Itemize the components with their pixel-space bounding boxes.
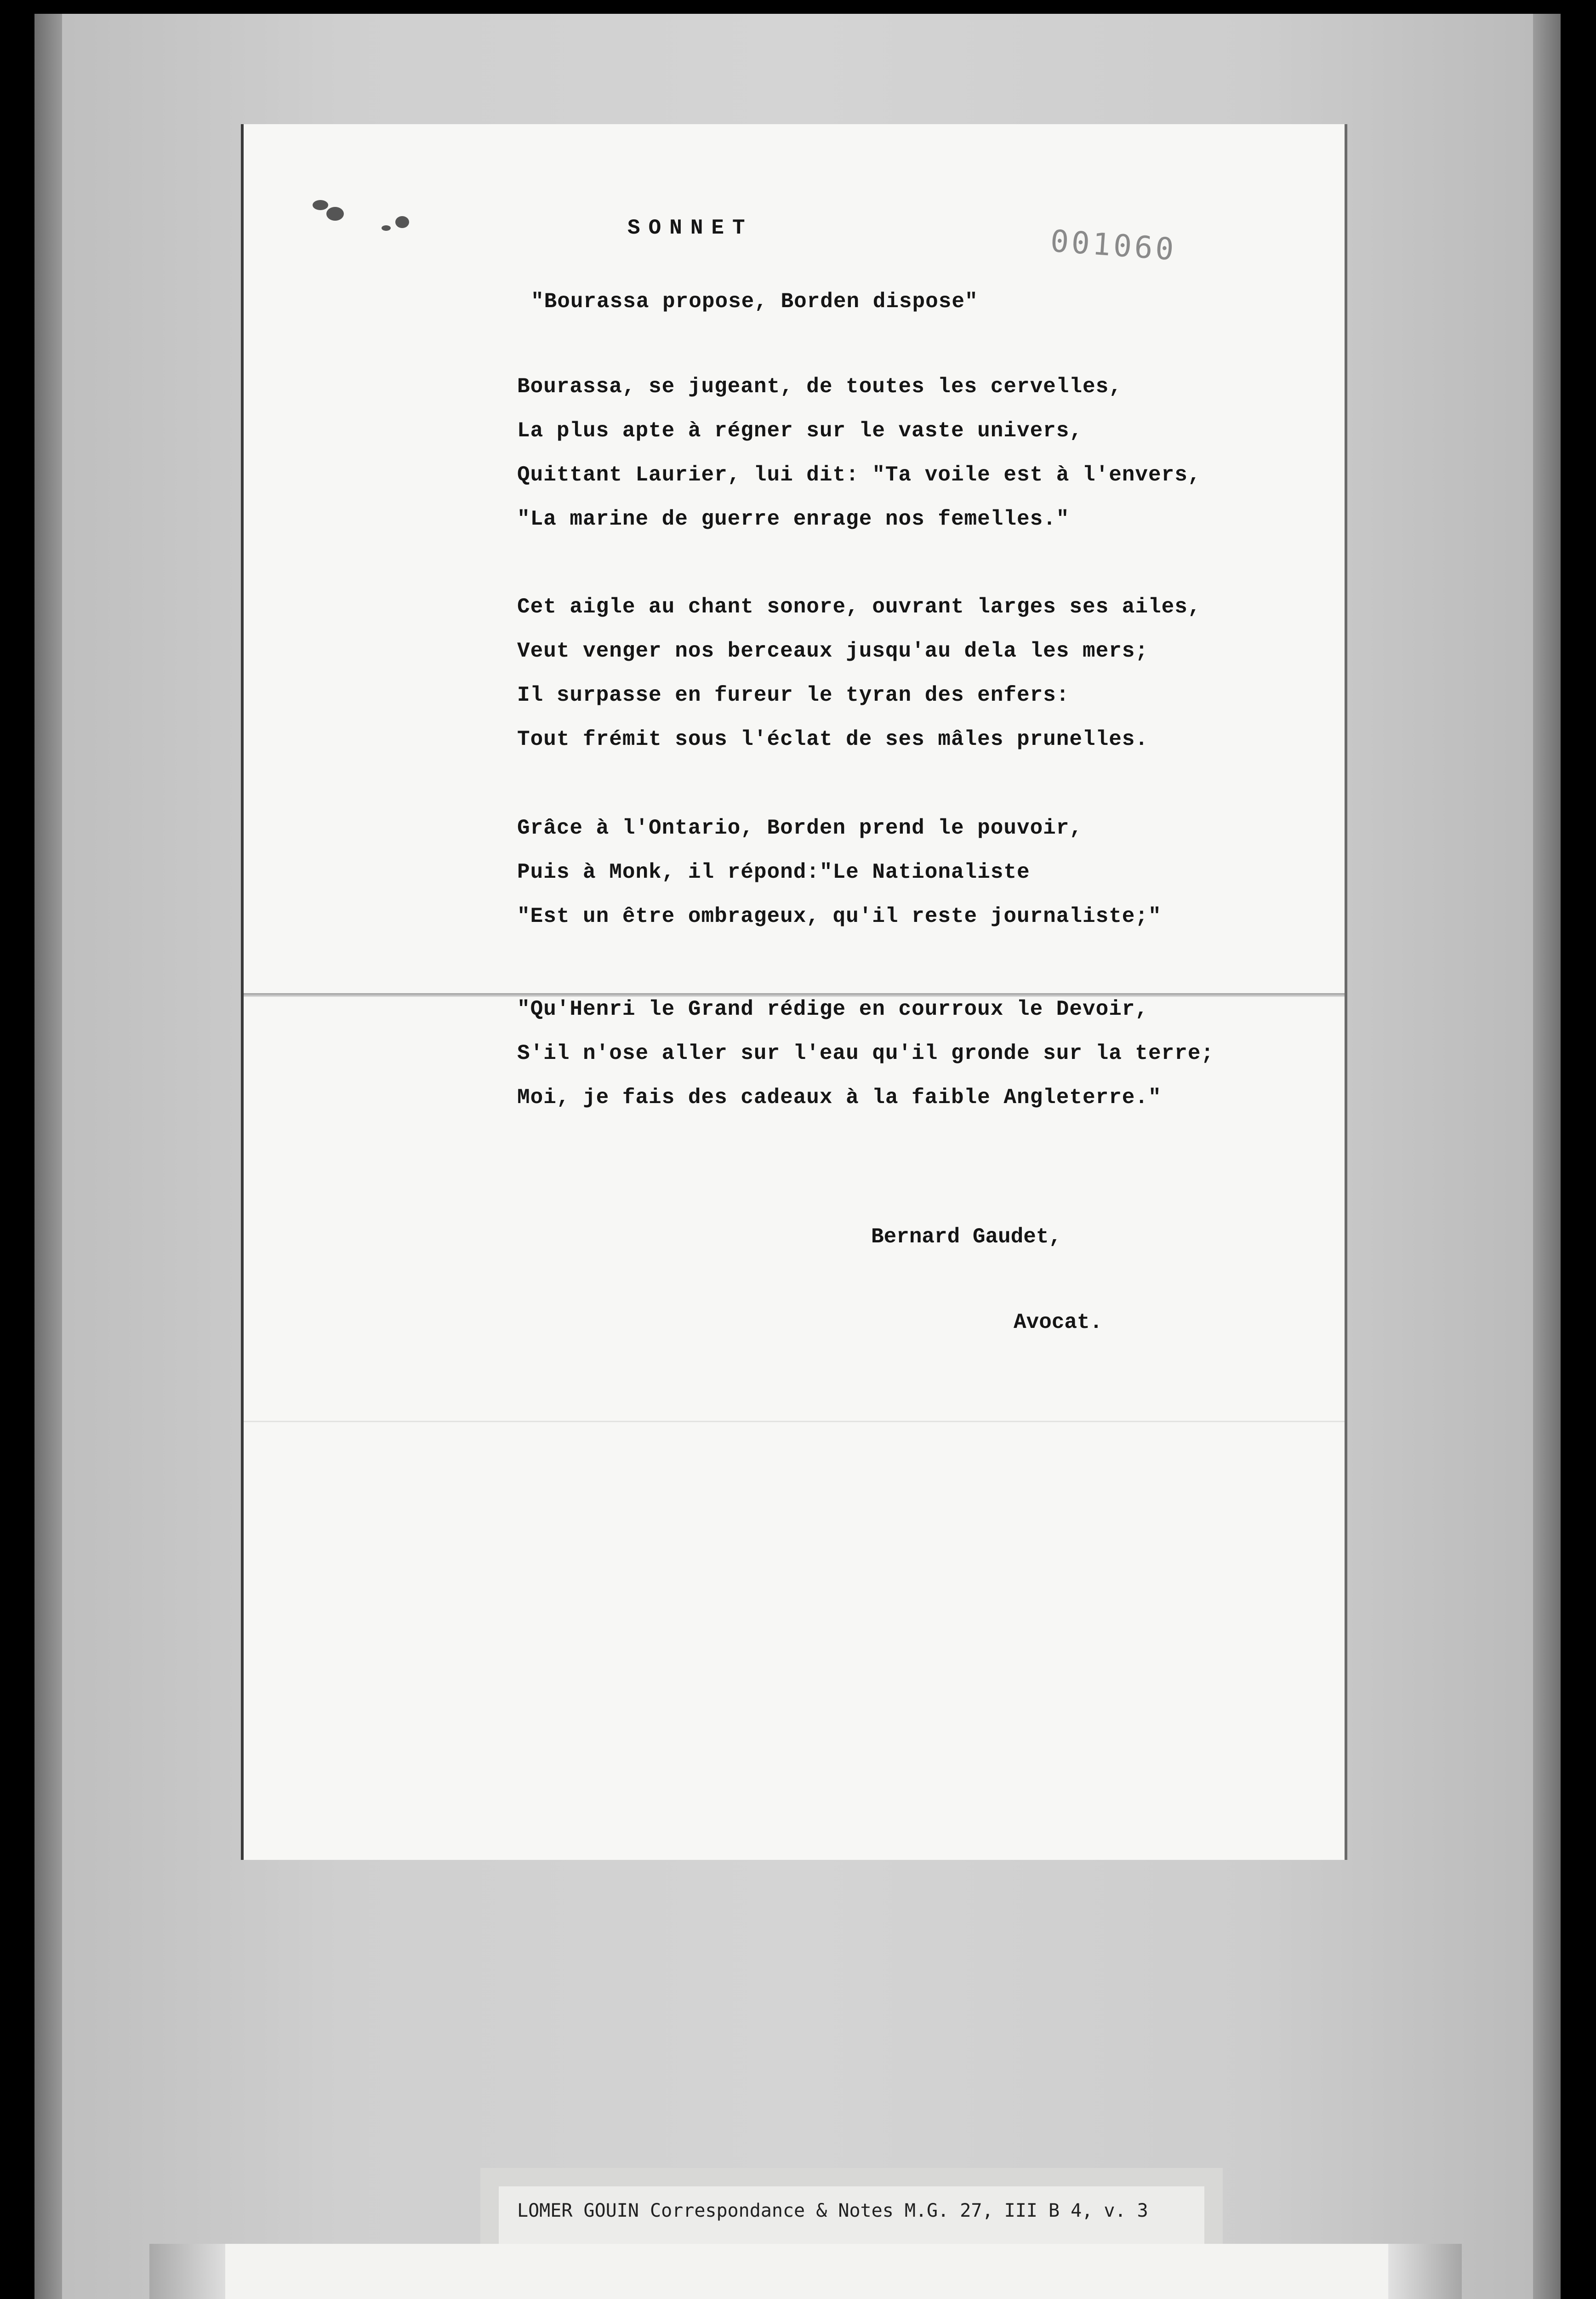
verse-line: Puis à Monk, il répond:"Le Nationaliste	[517, 860, 1030, 884]
signature-title: Avocat.	[1014, 1310, 1103, 1334]
signature-name: Bernard Gaudet,	[871, 1225, 1062, 1249]
stanza-3	[517, 806, 1162, 938]
sheet-crease-line	[244, 1421, 1345, 1422]
verse-line: Quittant Laurier, lui dit: "Ta voile est à l'envers,	[517, 463, 1201, 487]
verse-line: Veut venger nos berceaux jusqu'au dela les mers;	[517, 639, 1149, 663]
verse-line: "Qu'Henri le Grand rédige en courroux le Devoir,	[517, 997, 1149, 1021]
archives-label-card	[149, 2244, 1462, 2299]
verse-line: La plus apte à régner sur le vaste univers,	[517, 419, 1083, 443]
stanza-1	[517, 365, 1201, 541]
verse-line: Cet aigle au chant sonore, ouvrant larges ses ailes,	[517, 595, 1201, 619]
verse-line: Moi, je fais des cadeaux à la faible Angleterre."	[517, 1086, 1162, 1109]
label-shadow-right	[1388, 2244, 1462, 2299]
verse-line: Bourassa, se jugeant, de toutes les cervelles,	[517, 375, 1122, 399]
board-left-edge	[34, 14, 62, 2299]
sonnet-title: SONNET	[627, 216, 753, 240]
board-right-edge	[1533, 14, 1561, 2299]
verse-line: S'il n'ose aller sur l'eau qu'il gronde sur la terre;	[517, 1041, 1214, 1065]
stanza-4	[517, 987, 1214, 1120]
label-shadow-left	[149, 2244, 225, 2299]
archive-folio-stamp: 001060	[1049, 223, 1178, 268]
verse-line: Grâce à l'Ontario, Borden prend le pouvoir,	[517, 816, 1083, 840]
stanza-2	[517, 585, 1201, 761]
ink-smudge-mark	[308, 193, 418, 244]
verse-line: Il surpasse en fureur le tyran des enfers:	[517, 683, 1070, 707]
verse-line: Tout frémit sous l'éclat de ses mâles prunelles.	[517, 727, 1149, 751]
verse-line: "La marine de guerre enrage nos femelles."	[517, 507, 1070, 531]
collection-reference: LOMER GOUIN Correspondance & Notes M.G. 27, III B 4, v. 3	[517, 2200, 1148, 2221]
sonnet-subtitle: "Bourassa propose, Borden dispose"	[531, 290, 978, 314]
signature-block	[871, 1166, 1102, 1365]
verse-line: "Est un être ombrageux, qu'il reste journaliste;"	[517, 904, 1162, 928]
